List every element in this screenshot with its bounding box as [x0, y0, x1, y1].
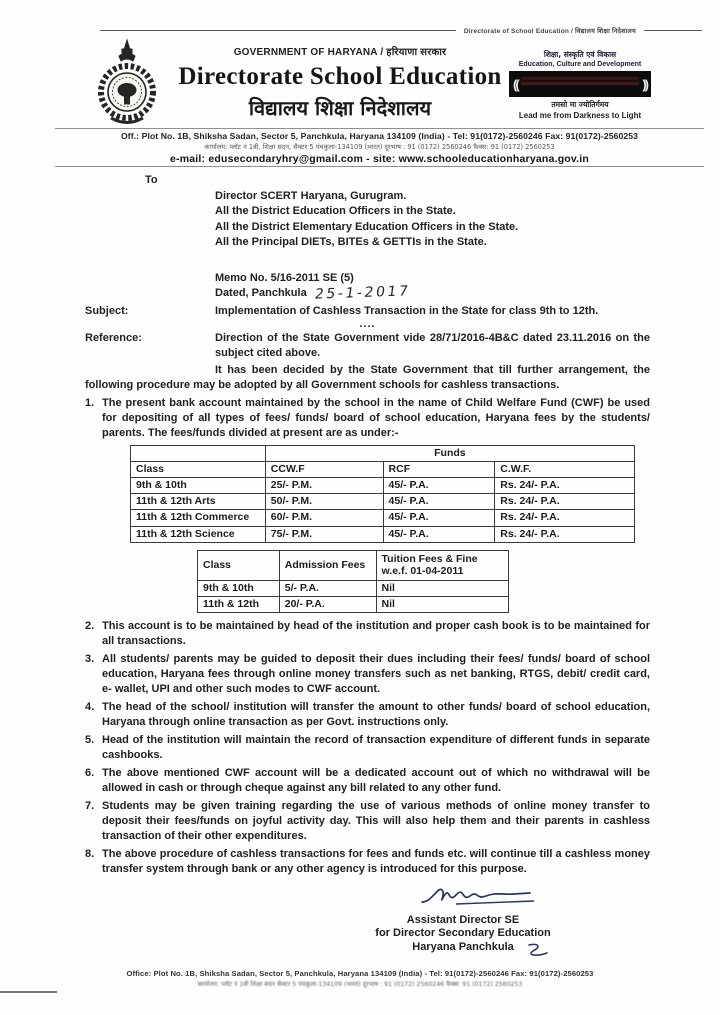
footer-office-line: Office: Plot No. 1B, Shiksha Sadan, Sector 5, Panchkula, Haryana 134109 (India) - Tel: 91(0172)-2560246 Fax: 91(0172)-2560253	[126, 969, 594, 978]
column-header: Class	[131, 461, 266, 477]
dept-line-hi: शिक्षा, संस्कृति एवं विकास	[543, 50, 617, 59]
email-site-line: e-mail: edusecondaryhry@gmail.com - site: www.schooleducationharyana.gov.in	[169, 153, 590, 165]
cell: 75/- P.M.	[265, 526, 383, 542]
item-number: 4.	[85, 701, 95, 714]
item-number: 1.	[85, 396, 95, 409]
recipient-line: Director SCERT Haryana, Gurugram.	[215, 190, 407, 203]
item-text: Students may be given training regarding the use of various methods of online money transfer to deposit their fees/funds on joyful activity day. This will also help them and their parents in cashless transaction of their other expenditures.	[102, 799, 650, 843]
directorate-title-hi: विद्यालय शिक्षा निदेशालय	[248, 96, 432, 120]
memo-block	[215, 271, 650, 301]
subject-label: Subject:	[85, 305, 129, 318]
item-text: The present bank account maintained by the school in the name of Child Welfare Fund (CWF) be used for depositing of all types of fees/ funds/ board of school education, Haryana fees by the students/ parents. The fees/funds divided at present are as under:-	[102, 396, 650, 440]
letterhead-center	[130, 44, 550, 121]
funds-group-header: Funds	[265, 445, 634, 461]
government-line: GOVERNMENT OF HARYANA / हरियाणा सरकार	[233, 47, 447, 58]
header-divider	[55, 128, 704, 129]
recipient-line: All the District Elementary Education Officers in the State.	[215, 220, 519, 233]
item-text: Head of the institution will maintain the record of transaction expenditure of different funds in separate cashbooks.	[102, 734, 650, 762]
column-header-line: w.e.f. 01-04-2011	[381, 565, 464, 578]
footer	[0, 969, 720, 988]
item-number: 8.	[85, 848, 95, 861]
item-number: 7.	[85, 799, 95, 812]
memo-number: Memo No. 5/16-2011 SE (5)	[215, 272, 354, 285]
table-row	[198, 580, 509, 596]
list-item-8	[85, 847, 650, 877]
list-item-2	[85, 619, 650, 649]
cell: 9th & 10th	[198, 580, 280, 596]
table-row	[131, 477, 635, 493]
empty-cell	[131, 445, 266, 461]
fees-funds-table	[130, 445, 635, 543]
footer-office-line-hi: कार्यालय: प्लॉट नं 1बी शिक्षा सदन सैक्टर 5 पंचकुला-134109 (भारत) दूरभाष : 91 (0172) 2560246 फैक्स: 91 (0172) 2560253	[197, 981, 523, 988]
top-rule-left	[100, 30, 456, 31]
column-header: CCW.F	[265, 461, 383, 477]
column-header-line: Tuition Fees & Fine	[381, 552, 478, 565]
table-row	[131, 510, 635, 526]
column-header: C.W.F.	[495, 461, 635, 477]
letterhead-right	[504, 50, 656, 120]
table-row	[131, 445, 635, 461]
cell: Rs. 24/- P.A.	[495, 526, 635, 542]
list-item-3	[85, 652, 650, 698]
handwritten-date: 25-1-2017	[313, 283, 412, 303]
subject-text: Implementation of Cashless Transaction in the State for class 9th to 12th.	[215, 305, 599, 318]
intro-paragraph: It has been decided by the State Government that till further arrangement, the following procedure may be adopted by all Government schools for cashless transactions.	[85, 364, 650, 392]
column-header: Class	[198, 550, 280, 580]
dept-line-en: Education, Culture and Development	[518, 61, 642, 68]
cell: Nil	[376, 596, 508, 612]
top-note-row	[100, 26, 702, 35]
cell: 45/- P.A.	[383, 477, 495, 493]
motto-hi: तमसो मा ज्योतिर्गमय	[551, 100, 609, 109]
top-note-text: Directorate of School Education / विद्यालय शिक्षा निदेशालय	[463, 28, 636, 35]
item-number: 3.	[85, 653, 95, 666]
signature-flourish-icon	[525, 941, 551, 966]
dated-label: Dated, Panchkula	[215, 287, 307, 300]
table-row	[131, 526, 635, 542]
item-number: 5.	[85, 734, 95, 747]
list-item-1	[85, 396, 650, 442]
item-text: All students/ parents may be guided to deposit their dues including their fees/ funds/ board of school education, Haryana fees through online money transfers such as net banking, RTGS, debit/ credit card, e- wallet, UPI and other such modes to CWF account.	[102, 653, 650, 696]
cell: 45/- P.A.	[383, 494, 495, 510]
column-header: Admission Fees	[279, 550, 376, 580]
signature-scribble-icon	[387, 882, 579, 913]
cell: 25/- P.M.	[265, 477, 383, 493]
signatory-designation: Assistant Director SE	[406, 913, 520, 926]
dated-line	[215, 283, 650, 303]
cell: 5/- P.A.	[279, 580, 376, 596]
cell: 11th & 12th	[198, 596, 280, 612]
cell: 20/- P.A.	[279, 596, 376, 612]
address-divider	[55, 166, 704, 167]
motto-en: Lead me from Darkness to Light	[518, 111, 642, 120]
banner-brace-left: ((	[513, 76, 518, 92]
list-item-6	[85, 766, 650, 796]
signature-block	[347, 882, 579, 954]
office-address-line: Off.: Plot No. 1B, Shiksha Sadan, Sector 5, Panchkula, Haryana 134109 (India) - Tel: 91(0172)-2560246 Fax: 91(0172)-2560253	[120, 131, 638, 141]
cell: 11th & 12th Commerce	[131, 510, 266, 526]
bottom-left-rule	[0, 991, 57, 993]
list-item-5	[85, 733, 650, 763]
recipient-line: All the District Education Officers in the State.	[215, 205, 456, 218]
item-text: This account is to be maintained by head of the institution and proper cash book is to be maintained for all transactions.	[102, 620, 650, 648]
signatory-place: Haryana Panchkula	[412, 940, 514, 953]
item-text: The above mentioned CWF account will be a dedicated account out of which no withdrawal will be allowed in cash or through cheque against any bill related to any other fund.	[102, 767, 650, 795]
list-item-4	[85, 700, 650, 730]
cell: Rs. 24/- P.A.	[495, 494, 635, 510]
dept-banner	[509, 71, 651, 97]
cell: 60/- P.M.	[265, 510, 383, 526]
admission-fees-table	[197, 550, 509, 613]
cell: 11th & 12th Arts	[131, 494, 266, 510]
banner-brace-right: ))	[642, 76, 647, 92]
cell: 45/- P.A.	[383, 510, 495, 526]
reference-label: Reference:	[85, 331, 142, 344]
table-header-row	[131, 461, 635, 477]
reference-text: Direction of the State Government vide 28/71/2016-4B&C dated 23.11.2016 on the subject cited above.	[215, 331, 650, 359]
to-label: To	[145, 174, 158, 186]
separator-dots: ....	[359, 317, 376, 330]
table-row	[198, 596, 509, 612]
list-item-7	[85, 799, 650, 845]
table-header-row	[198, 550, 509, 580]
item-number: 2.	[85, 620, 95, 633]
cell: 45/- P.A.	[383, 526, 495, 542]
recipient-list	[215, 189, 650, 250]
column-header: RCF	[383, 461, 495, 477]
banner-blurred-text	[521, 77, 640, 91]
address-block	[55, 131, 704, 165]
item-text: The above procedure of cashless transactions for fees and funds etc. will continue till a cashless money transfer system through bank or any other agency is introduced for this purpose.	[102, 848, 650, 876]
column-header	[376, 550, 508, 580]
cell: Nil	[376, 580, 508, 596]
directorate-title-en: Directorate School Education	[178, 63, 502, 90]
office-address-line-hi: कार्यालय: प्लॉट नं 1बी, शिक्षा सदन, सैक्टर 5 पंचकुला-134109 (भारत) दूरभाष : 91 (0172) 2560246 फैक्स: 91 (0172) 2560253	[204, 143, 555, 151]
top-rule-right	[644, 30, 702, 31]
recipient-line: All the Principal DIETs, BITEs & GETTIs in the State.	[215, 235, 487, 248]
reference-row	[85, 331, 650, 361]
table-row	[131, 494, 635, 510]
item-text: The head of the school/ institution will transfer the amount to other funds/ board of school education, Haryana through online transaction as per Govt. instructions only.	[102, 701, 650, 729]
signatory-for: for Director Secondary Education	[375, 927, 551, 940]
cell: 50/- P.M.	[265, 494, 383, 510]
cell: 9th & 10th	[131, 477, 266, 493]
cell: Rs. 24/- P.A.	[495, 477, 635, 493]
letter-body	[85, 173, 650, 954]
item-number: 6.	[85, 767, 95, 779]
cell: Rs. 24/- P.A.	[495, 510, 635, 526]
cell: 11th & 12th Science	[131, 526, 266, 542]
